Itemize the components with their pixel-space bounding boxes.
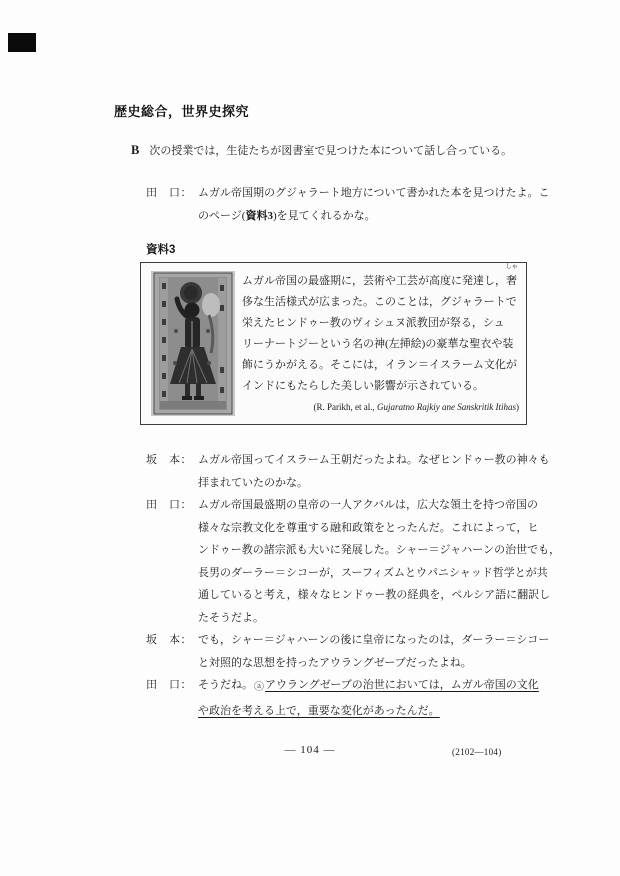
section-b-lead [131,142,512,158]
section-lead-text: 次の授業では，生徒たちが図書室で見つけた本について話し合っている。 [149,145,513,157]
dialogue-line: 通していると考え，様々なヒンドゥー教の経典を，ペルシア語に翻訳し [198,589,551,601]
underlined-statement-part1: アウラングゼーブの治世においては，ムガル帝国の文化 [265,679,539,691]
dialogue-entry-taguchi-2 [146,494,561,629]
shiryo3-line: 飾にうかがえる。そこには，イラン＝イスラーム文化が [242,359,517,371]
shiryo3-line: 栄えたヒンドゥー教のヴィシュヌ派教団が祭る，シュ [242,317,505,329]
dialogue-text [198,182,550,228]
dialogue-line: と対照的な思想を持ったアウラングゼーブだったよね。 [198,656,472,669]
speaker-name: 田 口： [146,499,192,511]
scan-corner-mark [8,33,36,52]
dialogue-entry-taguchi-3 [146,674,539,722]
dialogue-line: ムガル帝国最盛期の皇帝の一人アクバルは，広大な領土を持つ帝国の [198,499,539,511]
furigana: しゃ [505,263,518,270]
dialogue-text [198,674,539,722]
annotation-a-marker: ⓐ [254,682,264,693]
shiryo3-line: インドにもたらした美しい影響が示されている。 [242,380,484,392]
dialogue-line: でも，シャー＝ジャハーンの後に皇帝になったのは，ダーラー＝シコー [198,634,550,646]
dialogue-text [198,449,550,494]
dialogue-entry-sakamoto-1 [146,449,550,494]
dialogue-text [198,494,560,629]
dialogue-line: たそうだよ。 [198,611,264,624]
shiryo3-line: 侈な生活様式が広まった。このことは，グジャラートで [242,296,517,308]
shiryo3-line: リーナートジーという名の神(左挿絵)の豪華な聖衣や装 [242,338,514,350]
dialogue-section [146,449,561,722]
speaker-name: 坂 本： [146,634,192,646]
dialogue-line: ンドゥー教の諸宗派も大いに発展した。シャー＝ジャハーンの治世でも， [198,544,561,556]
speaker-name: 田 口： [146,679,192,691]
dialogue-text [198,629,549,674]
speaker-name: 田 口： [146,187,192,199]
shiryo3-citation: (R. Parikh, et al., Gujaratno Rajkiy ane Sanskritik Itihas) [313,402,519,412]
dialogue-line: ムガル帝国期のグジャラート地方について書かれた本を見つけたよ。こ [198,187,550,199]
page-number: — 104 — [284,744,336,756]
dialogue-intro-taguchi [146,182,550,228]
shiryo3-box [140,262,527,425]
dialogue-line: 拝まれていたのかな。 [198,476,308,489]
shiryo3-reference: 資料3 [245,210,273,222]
shrinathji-painting-image [151,271,235,416]
underlined-statement-part2: や政治を考える上で，重要な変化があったんだ。 [198,704,440,717]
shiryo3-label: 資料3 [146,244,176,256]
citation-book-title: Gujaratno Rajkiy ane Sanskritik Itihas [377,402,516,412]
dialogue-line [198,700,539,723]
ruby-kanji: 奢 しゃ [505,263,518,287]
dialogue-line: のページ(資料3)を見てくれるかな。 [198,210,376,222]
dialogue-line: そうだね。ⓐアウラングゼーブの治世においては，ムガル帝国の文化 [198,679,539,693]
dialogue-line: ムガル帝国ってイスラーム王朝だったよね。なぜヒンドゥー教の神々も [198,454,550,466]
dialogue-line: 様々な宗教文化を尊重する融和政策をとったんだ。これによって，ヒ [198,521,539,534]
shiryo3-text [242,263,519,414]
booklet-code: (2102—104) [452,747,502,757]
shiryo3-line: ムガル帝国の最盛期に，芸術や工芸が高度に発達し，奢 しゃ [242,271,519,292]
dialogue-entry-sakamoto-2 [146,629,550,674]
speaker-name: 坂 本： [146,454,192,466]
section-label: B [131,143,140,157]
page-title: 歴史総合，世界史探究 [114,104,250,119]
dialogue-line: 長男のダーラー＝シコーが，スーフィズムとウパニシャッド哲学とが共 [198,566,548,579]
deity-illustration-svg [151,271,235,416]
